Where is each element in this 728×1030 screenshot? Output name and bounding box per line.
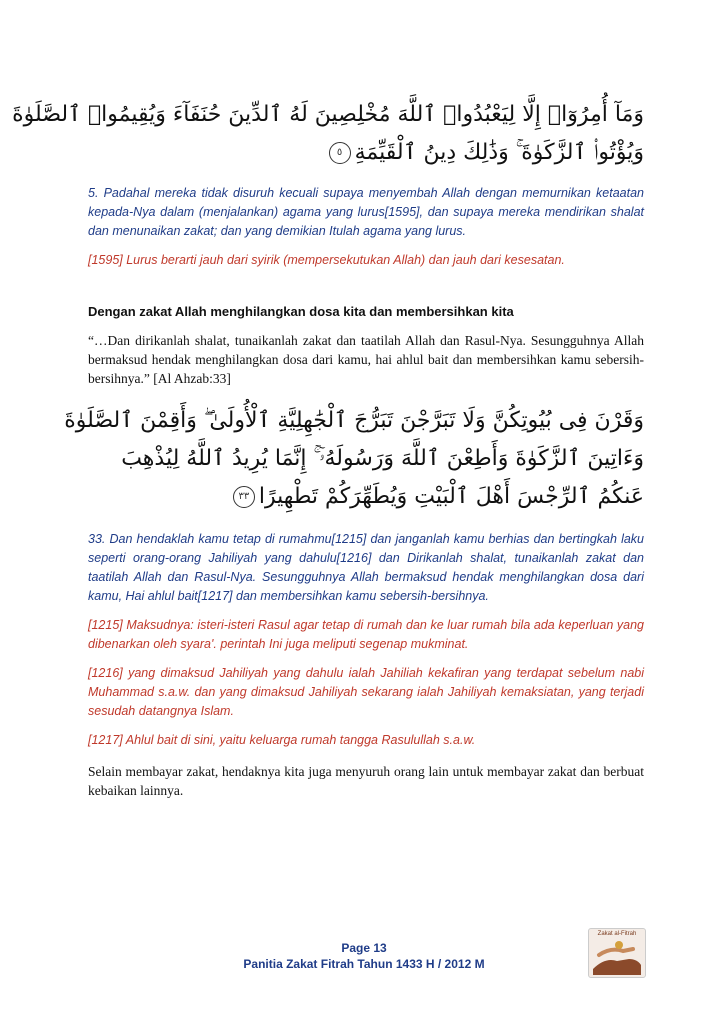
ayah-number-marker: ٣٣ [233, 486, 255, 508]
verse-33-arabic-line-2: وَءَاتِينَ ٱلزَّكَوٰةَ وَأَطِعْنَ ٱللَّهَ وَرَسُولَهُۥٓ ۚ إِنَّمَا يُرِيدُ ٱللَّهُ لِيُذْهِبَ [121, 446, 644, 471]
footnote-1216: [1216] yang dimaksud Jahiliyah yang dahulu ialah Jahiliah kekafiran yang terdapat sebelum nabi Muhammad s.a.w. dan yang dimaksud Jahiliyah sekarang ialah Jahiliyah kemaksiatan, yang terjadi sesudah datangnya Islam. [88, 666, 644, 718]
footnote-1215: [1215] Maksudnya: isteri-isteri Rasul agar tetap di rumah dan ke luar rumah bila ada keperluan yang dibenarkan oleh syara'. perintah Ini juga meliputi segenap mukminat. [88, 618, 644, 651]
ayah-number-marker: ٥ [329, 142, 351, 164]
verse-5-arabic-line-1: وَمَآ أُمِرُوٓا۟ إِلَّا لِيَعْبُدُوا۟ ٱللَّهَ مُخْلِصِينَ لَهُ ٱلدِّينَ حُنَفَآءَ وَيُقِيمُوا۟ ٱلصَّلَوٰةَ [12, 102, 644, 127]
page-number: Page 13 [341, 941, 387, 955]
verse-5-arabic-line-2 [88, 134, 644, 172]
section-heading: Dengan zakat Allah menghilangkan dosa kita dan membersihkan kita [88, 304, 514, 319]
verse-5-arabic-line-2-text: وَيُؤْتُوا۟ ٱلزَّكَوٰةَ ۚ وَذَٰلِكَ دِينُ ٱلْقَيِّمَةِ [354, 140, 644, 165]
section-quote: “…Dan dirikanlah shalat, tunaikanlah zakat dan taatilah Allah dan Rasul-Nya. Sesungguhnya Allah bermaksud hendak menghilangkan dosa dari kamu, hai ahlul bait dan membersihkan kamu sebersih-bersihnya.” [Al Ahzab:33] [88, 333, 644, 386]
verse-33-arabic-line-3 [88, 478, 644, 516]
verse-5-translation: 5. Padahal mereka tidak disuruh kecuali supaya menyembah Allah dengan memurnikan ketaatan kepada-Nya dalam (menjalankan) agama yang lurus[1595], dan supaya mereka mendirikan shalat dan menunaikan zakat; dan yang demikian Itulah agama yang lurus. [88, 186, 644, 238]
closing-paragraph: Selain membayar zakat, hendaknya kita juga menyuruh orang lain untuk membayar zakat dan berbuat kebaikan lainnya. [88, 764, 644, 798]
zakat-logo [588, 928, 646, 978]
logo-caption: Zakat al-Fitrah [597, 931, 637, 937]
committee-name: Panitia Zakat Fitrah Tahun 1433 H / 2012 M [243, 957, 485, 971]
footnote-1595: [1595] Lurus berarti jauh dari syirik (mempersekutukan Allah) dan jauh dari kesesatan. [88, 253, 565, 267]
verse-5-arabic [12, 96, 644, 172]
verse-33-translation: 33. Dan hendaklah kamu tetap di rumahmu[1215] dan janganlah kamu berhias dan bertingkah laku seperti orang-orang Jahiliyah yang dahulu[1216] dan Dirikanlah shalat, tunaikanlah zakat dan taatilah Allah dan Rasul-Nya. Sesungguhnya Allah bermaksud hendak menghilangkan dosa dari kamu, Hai ahlul bait[1217] dan membersihkan kamu sebersih-bersihnya. [88, 532, 644, 603]
verse-33-arabic-line-3-text: عَنكُمُ ٱلرِّجْسَ أَهْلَ ٱلْبَيْتِ وَيُطَهِّرَكُمْ تَطْهِيرًا [258, 484, 644, 509]
footnote-1217: [1217] Ahlul bait di sini, yaitu keluarga rumah tangga Rasulullah s.a.w. [88, 733, 476, 747]
page-content [12, 96, 644, 800]
verse-33-arabic-line-1: وَقَرْنَ فِى بُيُوتِكُنَّ وَلَا تَبَرَّجْنَ تَبَرُّجَ ٱلْجَٰهِلِيَّةِ ٱلْأُولَىٰ ۖ وَأَقِمْنَ ٱلصَّلَوٰةَ [64, 408, 644, 433]
verse-33-arabic [64, 402, 644, 516]
